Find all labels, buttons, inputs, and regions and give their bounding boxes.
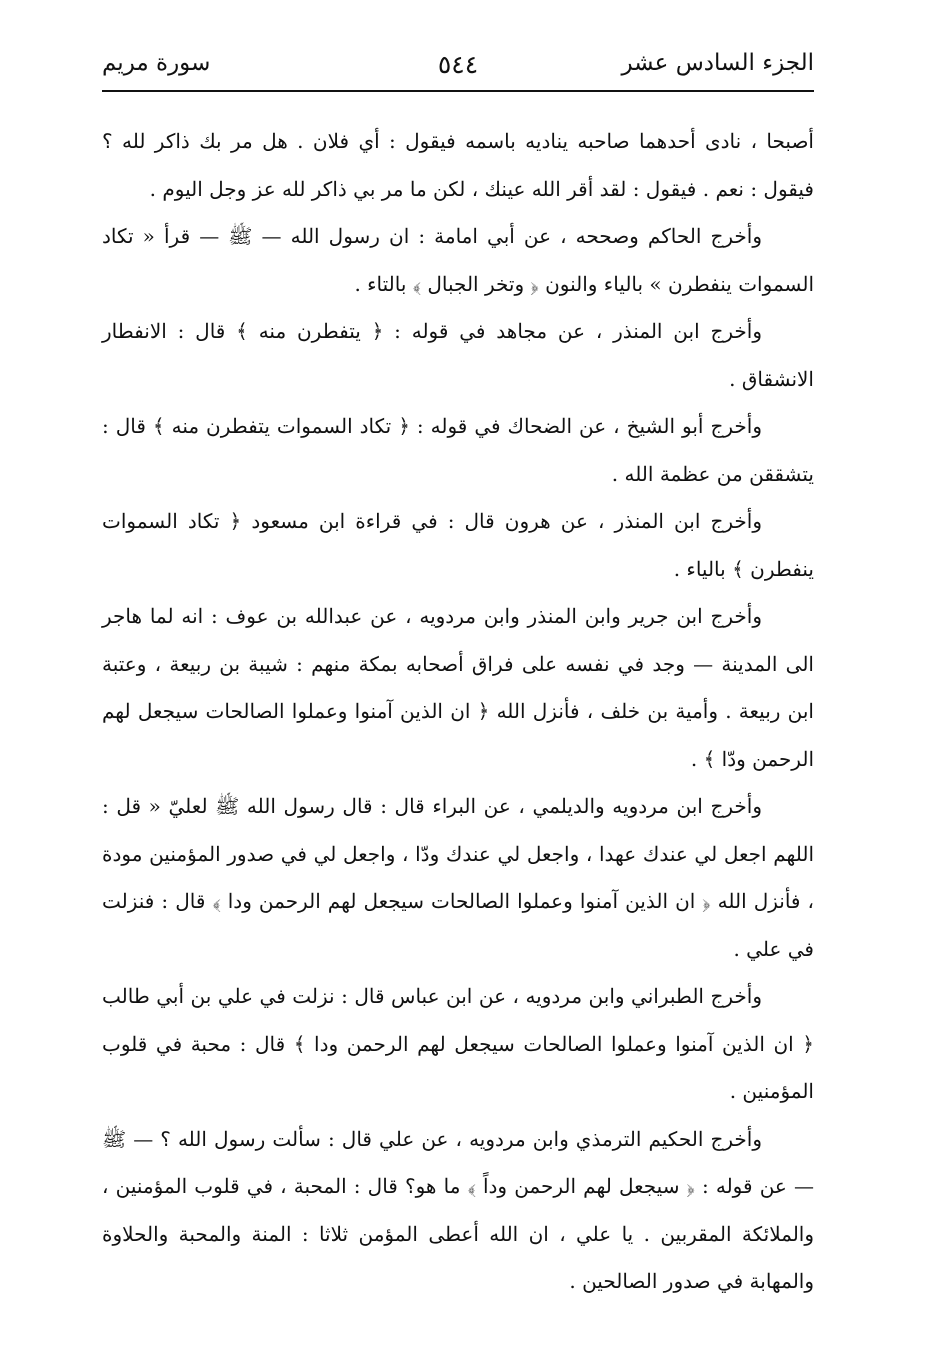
paragraph: وأخرج الطبراني وابن مردويه ، عن ابن عباس قال : نزلت في علي بن أبي طالب ﴿ ان الذين آمنوا وعملوا الصالحات سيجعل لهم الرحمن ودا ﴾ قال : محبة في قلوب المؤمنين . xyxy=(102,984,814,1103)
part-label: الجزء السادس عشر xyxy=(621,50,814,76)
paragraph: وأخرج ابن المنذر ، عن هرون قال : في قراءة ابن مسعود ﴿ تكاد السموات ينفطرن ﴾ بالياء . xyxy=(102,509,814,581)
paragraph: وأخرج أبو الشيخ ، عن الضحاك في قوله : ﴿ تكاد السموات يتفطرن منه ﴾ قال : يتشققن من عظمة الله . xyxy=(102,414,814,486)
paragraph: وأخرج الحكيم الترمذي وابن مردويه ، عن علي قال : سألت رسول الله ؟ — ﷺ — عن قوله : ﴿ سيجعل لهم الرحمن وداً ﴾ ما هو؟ قال : المحبة ، في قلوب المؤمنين ، والملائكة المقربين . يا علي ، ان الله أعطى المؤمن ثلاثا : المنة والمحبة والحلاوة والمهابة في صدور الصالحين . xyxy=(102,1126,814,1293)
paragraph: وأخرج ابن مردويه والديلمي ، عن البراء قال : قال رسول الله ﷺ لعليّ « قل : اللهم اجعل لي عندك عهدا ، واجعل لي عندك ودّا ، واجعل لي في صدور المؤمنين مودة ، فأنزل الله ﴿ ان الذين آمنوا وعملوا الصالحات سيجعل لهم الرحمن ودا ﴾ قال : فنزلت في علي . xyxy=(102,794,814,961)
page-number: ٥٤٤ xyxy=(437,50,479,79)
surah-label: سورة مريم xyxy=(102,50,211,76)
page-header xyxy=(102,44,814,90)
paragraph: وأخرج ابن جرير وابن المنذر وابن مردويه ، عن عبدالله بن عوف : انه لما هاجر الى المدينة — وجد في نفسه على فراق أصحابه بمكة منهم : شيبة بن ربيعة ، وعتبة ابن ربيعة . وأمية بن خلف ، فأنزل الله ﴿ ان الذين آمنوا وعملوا الصالحات سيجعل لهم الرحمن ودّا ﴾ . xyxy=(102,604,814,771)
paragraph: وأخرج الحاكم وصححه ، عن أبي امامة : ان رسول الله — ﷺ — قرأ « تكاد السموات ينفطرن » بالياء والنون ﴿ وتخر الجبال ﴾ بالتاء . xyxy=(102,224,814,296)
paragraph: وأخرج ابن المنذر ، عن مجاهد في قوله : ﴿ يتفطرن منه ﴾ قال : الانفطار الانشقاق . xyxy=(102,319,814,391)
paragraph: أصبحا ، نادى أحدهما صاحبه يناديه باسمه فيقول : أي فلان . هل مر بك ذاكر لله ؟ فيقول : نعم . فيقول : لقد أقر الله عينك ، لكن ما مر بي ذاكر لله عز وجل اليوم . xyxy=(102,129,814,201)
header-divider xyxy=(102,90,814,92)
page-body xyxy=(102,118,814,1306)
